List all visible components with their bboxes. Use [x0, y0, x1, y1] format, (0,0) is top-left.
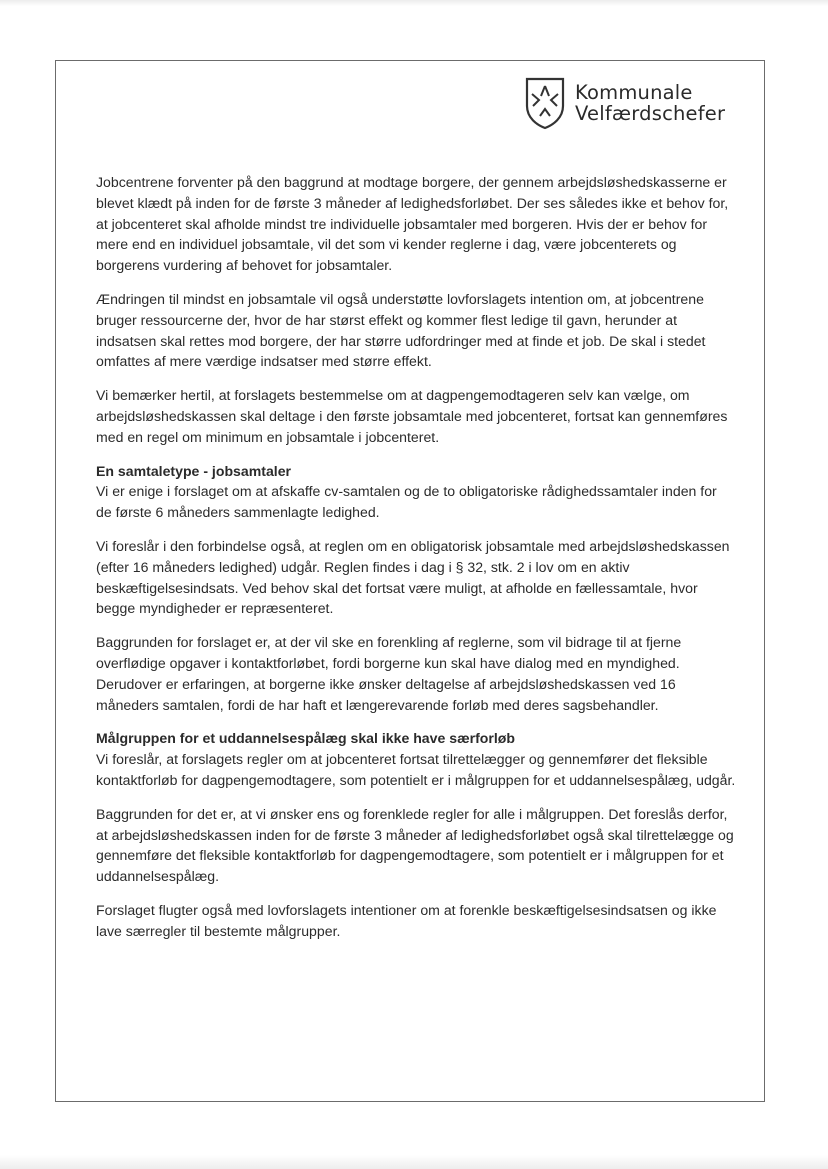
section-heading: Målgruppen for et uddannelsespålæg skal ikke have særforløb [96, 730, 516, 747]
section-uddannelsespaalaeg [96, 728, 736, 790]
section-paragraph: Vi foreslår, at forslagets regler om at jobcenteret fortsat tilrettelægger og gennemfører det fleksible kontaktforløb for dagpengemodtagere, som potentielt er i målgruppen for et uddannelsespålæg, udgår. [96, 751, 736, 788]
scan-bottom-edge [0, 1155, 828, 1169]
logo-line-1: Kommunale [575, 81, 693, 104]
paragraph: Vi foreslår i den forbindelse også, at reglen om en obligatorisk jobsamtale med arbejdsløshedskassen (efter 16 måneders ledighed) udgår. Reglen findes i dag i § 32, stk. 2 i lov om en aktiv beskæftigelsesindsats. Ved behov skal det fortsat være muligt, at afholde en fællessamtale, hvor begge myndigheder er repræsenteret. [96, 537, 730, 617]
document-body [96, 172, 736, 955]
section-paragraph: Vi er enige i forslaget om at afskaffe cv-samtalen og de to obligatoriske rådighedssamtaler inden for de første 6 måneders sammenlagte ledighed. [96, 483, 717, 521]
paragraph: Forslaget flugter også med lovforslagets intentioner om at forenkle beskæftigelsesindsatsen og ikke lave særregler til bestemte målgrupper. [96, 901, 717, 939]
section-heading: En samtaletype - jobsamtaler [96, 462, 292, 479]
paragraph-2: Ændringen til mindst en jobsamtale vil også understøtte lovforslagets intention om, at jobcentrene bruger ressourcerne der, hvor de har størst effekt og kommer flest ledige til gavn, herunder at indsatsen skal rettes mod borgere, der har større udfordringer med at finde et job. De skal i stedet omfattes af mere værdige indsatser med større effekt. [96, 290, 706, 370]
paragraph: Baggrunden for forslaget er, at der vil ske en forenkling af reglerne, som vil bidrage til at fjerne overflødige opgaver i kontaktforløbet, fordi borgerne kun skal have dialog med en myndighed. Derudover er erfaringen, at borgerne ikke ønsker deltagelse af arbejdsløshedskassen ved 16 måneders samtalen, fordi de har haft et længerevarende forløb med deres sagsbehandler. [96, 634, 682, 713]
section-jobsamtaler [96, 461, 736, 523]
organization-logo [523, 76, 725, 130]
paragraph-1: Jobcentrene forventer på den baggrund at modtage borgere, der gennem arbejdsløshedskasserne er blevet klædt på inden for de første 3 måneder af ledighedsforløbet. Der ses således ikke et behov for, at jobcenteret skal afholde mindst tre individuelle jobsamtaler med borgeren. Hvis der er behov for mere end en individuel jobsamtale, vil det som vi kender reglerne i dag, være jobcenterets og borgerens vurdering af behovet for jobsamtaler. [96, 174, 729, 274]
logo-line-2: Velfærdschefer [575, 102, 726, 125]
paragraph: Baggrunden for det er, at vi ønsker ens og forenklede regler for alle i målgruppen. Det foreslås derfor, at arbejdsløshedskassen inden for de første 3 måneder af ledighedsforløbet også skal tilrettelægge og gennemføre det fleksible kontaktforløb for dagpengemodtagere, som potentielt er i målgruppen for et uddannelsespålæg. [96, 805, 734, 885]
logo-wordmark [575, 82, 725, 124]
paragraph-3: Vi bemærker hertil, at forslagets bestemmelse om at dagpengemodtageren selv kan vælge, om arbejdsløshedskassen skal deltage i den første jobsamtale med jobcenteret, fortsat kan gennemføres med en regel om minimum en jobsamtale i jobcenteret. [96, 387, 728, 445]
scan-top-edge [0, 0, 828, 6]
star-shield-logo-icon [523, 76, 567, 130]
